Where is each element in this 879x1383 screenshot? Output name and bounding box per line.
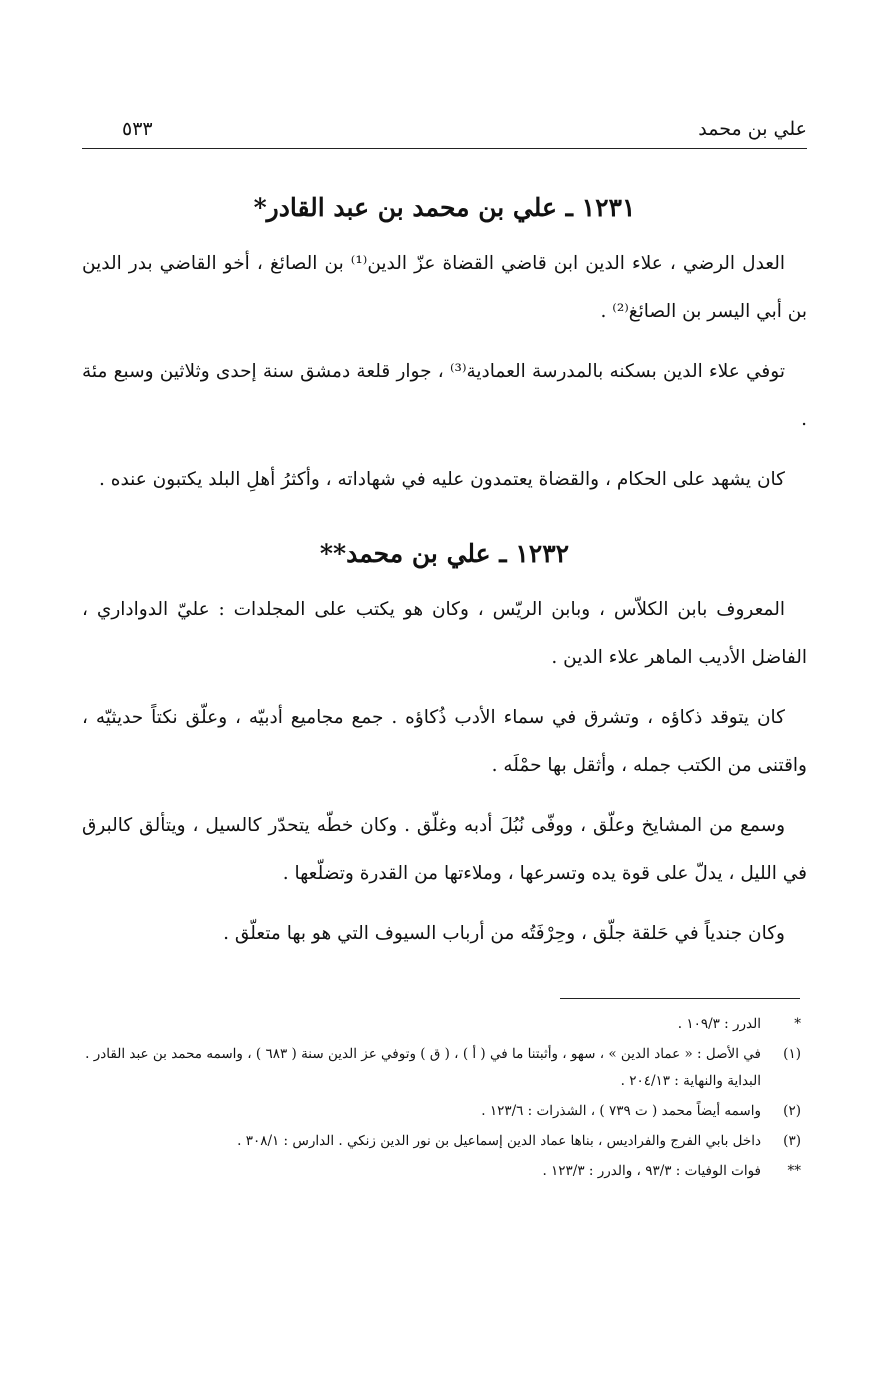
footnote-mark: **	[787, 1163, 801, 1179]
running-header	[82, 112, 807, 146]
page-number: ٥٣٣	[122, 118, 153, 140]
footnote-text: واسمه أيضاً محمد ( ت ٧٣٩ ) ، الشذرات : ١٢٣/٦ .	[481, 1103, 761, 1119]
page-body	[82, 160, 807, 958]
entry-heading-1231: ١٢٣١ ـ علي بن محمد بن عبد القادر*	[253, 193, 636, 222]
footnote	[82, 1098, 807, 1125]
footnote	[82, 1128, 807, 1155]
entry-1231-paragraph-2: توفي علاء الدين بسكنه بالمدرسة العمادية⁽³⁾ ، جوار قلعة دمشق سنة إحدى وثلاثين وسبع مئة .	[82, 361, 807, 430]
running-title: علي بن محمد	[698, 118, 807, 140]
footnote	[82, 1011, 807, 1038]
footnote	[82, 1041, 807, 1095]
entry-1231-paragraph-3: كان يشهد على الحكام ، والقضاة يعتمدون عليه في شهاداته ، وأكثرُ أهلِ البلد يكتبون عنده .	[99, 469, 785, 490]
header-rule	[82, 148, 807, 149]
footnote-mark: (٢)	[783, 1103, 801, 1119]
entry-1232-paragraph-2: كان يتوقد ذكاؤه ، وتشرق في سماء الأدب ذُكاؤه . جمع مجاميع أدبيّه ، وعلّق نكتاً حديثيّه ، واقتنى من الكتب جمله ، وأثقل بها حمْلَه .	[82, 707, 807, 776]
entry-1232-paragraph-4: وكان جندياً في حَلقة جلّق ، وحِرْفَتُه من أرباب السيوف التي هو بها متعلّق .	[223, 923, 785, 944]
footnote-text: فوات الوفيات : ٩٣/٣ ، والدرر : ١٢٣/٣ .	[542, 1163, 761, 1179]
entry-heading-1232: ١٢٣٢ ـ علي بن محمد**	[319, 539, 570, 568]
footnote-mark: *	[794, 1016, 801, 1032]
entry-1232-paragraph-3: وسمع من المشايخ وعلّق ، ووفّى نُبُلَ أدبه وغلّق . وكان خطّه يتحدّر كالسيل ، ويتألق كالبرق في الليل ، يدلّ على قوة يده وتسرعها ، وملاءتها من القدرة وتضلّعها .	[82, 815, 807, 884]
footnote	[82, 1158, 807, 1185]
footnote-text: داخل بابي الفرج والفراديس ، بناها عماد الدين إسماعيل بن نور الدين زنكي . الدارس : ٣٠٨/١ .	[237, 1133, 761, 1149]
entry-1231-paragraph-1: العدل الرضي ، علاء الدين ابن قاضي القضاة عزّ الدين⁽¹⁾ بن الصائغ ، أخو القاضي بدر الدين بن أبي اليسر بن الصائغ⁽²⁾ .	[82, 253, 807, 322]
footnotes	[82, 1008, 807, 1188]
footnote-rule	[560, 998, 800, 999]
footnote-text: الدرر : ١٠٩/٣ .	[677, 1016, 761, 1032]
footnote-text: في الأصل : « عماد الدين » ، سهو ، وأثبتنا ما في ( أ ) ، ( ق ) وتوفي عز الدين سنة ( ٦٨٣ ) ، واسمه محمد بن عبد القادر . البداية والنهاية : ٢٠٤/١٣ .	[85, 1046, 761, 1089]
footnote-mark: (١)	[783, 1046, 801, 1062]
entry-1232-paragraph-1: المعروف بابن الكلاّس ، وبابن الريّس ، وكان هو يكتب على المجلدات : عليّ الدواداري ، الفاضل الأديب الماهر علاء الدين .	[82, 599, 807, 668]
footnote-mark: (٣)	[783, 1133, 801, 1149]
